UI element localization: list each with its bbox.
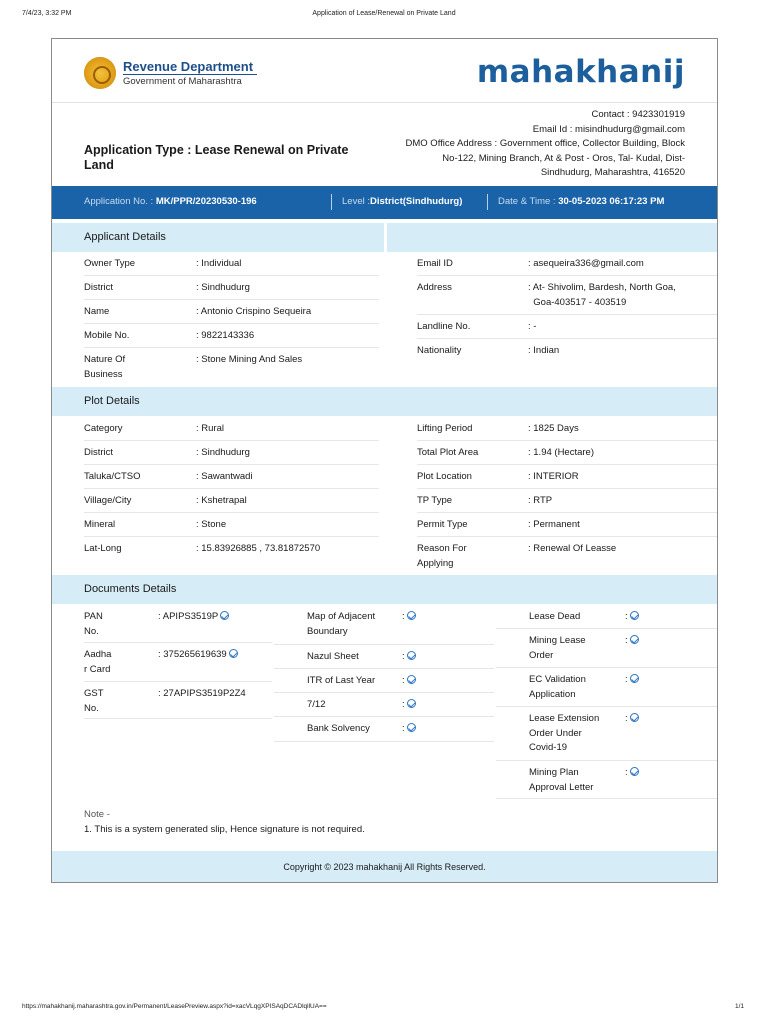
contact-block: [365, 108, 685, 181]
print-url: https://mahakhanij.maharashtra.gov.in/Permanent/LeasePreview.aspx?id=xacVLqgXPISAqDCADlqllUA==: [22, 1003, 327, 1010]
verified-check-icon: [630, 611, 639, 620]
dmo-address-line-2: No-122, Mining Branch, At & Post - Oros, Tal- Kudal, Dist-: [442, 152, 685, 164]
plot-mineral: Mineral : Stone: [84, 513, 379, 537]
applicant-landline: Landline No. : -: [417, 315, 717, 339]
doc-pan: PAN No. : APIPS3519P: [84, 605, 272, 643]
maharashtra-emblem-icon: [84, 57, 116, 89]
section-title: Plot Details: [84, 395, 140, 407]
plot-village: Village/City : Kshetrapal: [84, 489, 379, 513]
applicant-mobile: Mobile No. : 9822143336: [84, 324, 379, 348]
note-text: 1. This is a system generated slip, Hence signature is not required.: [84, 824, 365, 835]
contact-email: Email Id : misindhudurg@gmail.com: [532, 123, 685, 135]
dept-subtitle: Government of Maharashtra: [123, 76, 242, 87]
plot-lat-long: Lat-Long : 15.83926885 , 73.81872570: [84, 543, 321, 554]
plot-district: District : Sindhudurg: [84, 441, 379, 465]
verified-check-icon: [407, 675, 416, 684]
note-title: Note -: [84, 809, 110, 820]
doc-7-12: 7/12 :: [274, 693, 494, 717]
plot-lifting-period: Lifting Period : 1825 Days: [417, 417, 717, 441]
doc-bank-solvency: Bank Solvency :: [274, 717, 494, 742]
brand-divider: [123, 74, 257, 75]
applicant-address: Address : At- Shivolim, Bardesh, North Goa, Goa-403517 - 403519: [417, 276, 717, 315]
verified-check-icon: [630, 767, 639, 776]
verified-check-icon: [630, 713, 639, 722]
contact-number: Contact : 9423301919: [591, 109, 685, 120]
verified-check-icon: [630, 635, 639, 644]
verified-check-icon: [407, 723, 416, 732]
doc-aadhar: Aadha r Card : 375265619639: [84, 643, 272, 682]
verified-check-icon: [407, 699, 416, 708]
applicant-district: District : Sindhudurg: [84, 276, 379, 300]
doc-itr-last-year: ITR of Last Year :: [274, 669, 494, 693]
slip-header: [52, 39, 717, 103]
plot-taluka: Taluka/CTSO : Sawantwadi: [84, 465, 379, 489]
section-title: Documents Details: [84, 583, 177, 595]
verified-check-icon: [407, 611, 416, 620]
application-type: Application Type : Lease Renewal on Private Land: [84, 143, 349, 172]
print-datetime: 7/4/23, 3:32 PM: [22, 10, 72, 17]
applicant-email: Email ID : asequeira336@gmail.com: [417, 252, 717, 276]
applicant-owner-type: Owner Type : Individual: [84, 252, 379, 276]
plot-tp-type: TP Type : RTP: [417, 489, 717, 513]
applicant-nature-of-business: Nature Of Business : Stone Mining And Sales: [84, 354, 303, 380]
section-title: Applicant Details: [84, 231, 166, 243]
dmo-address-line-3: Sindhudurg, Maharashtra, 416520: [540, 167, 685, 178]
application-info-strip: [52, 186, 717, 219]
doc-lease-extension-covid: Lease Extension Order Under Covid-19 :: [496, 707, 717, 761]
doc-gst: GST No. : 27APIPS3519P2Z4: [84, 682, 272, 719]
verified-check-icon: [220, 611, 229, 620]
plot-reason: Reason For Applying : Renewal Of Leasse: [417, 543, 617, 569]
copyright-footer: Copyright © 2023 mahakhanij All Rights Reserved.: [52, 851, 717, 883]
documents-section-header: [52, 575, 717, 604]
applicant-nationality: Nationality : Indian: [417, 345, 560, 356]
application-number: Application No. : MK/PPR/20230530-196: [84, 196, 257, 207]
verified-check-icon: [630, 674, 639, 683]
print-footer: [0, 1003, 768, 1015]
applicant-section-header: [52, 223, 717, 252]
print-header: [0, 10, 768, 22]
plot-permit-type: Permit Type : Permanent: [417, 513, 717, 537]
applicant-name: Name : Antonio Crispino Sequeira: [84, 300, 379, 324]
dept-title: Revenue Department: [123, 59, 254, 74]
application-datetime: Date & Time : 30-05-2023 06:17:23 PM: [498, 196, 665, 207]
plot-category: Category : Rural: [84, 417, 379, 441]
plot-total-area: Total Plot Area : 1.94 (Hectare): [417, 441, 717, 465]
verified-check-icon: [407, 651, 416, 660]
plot-section-header: [52, 387, 717, 416]
print-title: Application of Lease/Renewal on Private Land: [312, 10, 456, 17]
mahakhanij-logo: mahakhanij: [476, 54, 685, 90]
application-level: Level :District(Sindhudurg): [342, 196, 463, 207]
doc-lease-dead: Lease Dead :: [496, 605, 717, 629]
plot-location: Plot Location : INTERIOR: [417, 465, 717, 489]
doc-mining-lease-order: Mining Lease Order :: [496, 629, 717, 668]
doc-mining-plan-approval: Mining Plan Approval Letter :: [496, 761, 717, 799]
verified-check-icon: [229, 649, 238, 658]
doc-adjacent-boundary-map: Map of Adjacent Boundary :: [274, 605, 494, 645]
print-page-number: 1/1: [734, 1003, 744, 1010]
dmo-address-line-1: DMO Office Address : Government office, Collector Building, Block: [405, 138, 685, 149]
lease-slip: [51, 38, 718, 883]
doc-ec-validation: EC Validation Application :: [496, 668, 717, 707]
doc-nazul-sheet: Nazul Sheet :: [274, 645, 494, 669]
